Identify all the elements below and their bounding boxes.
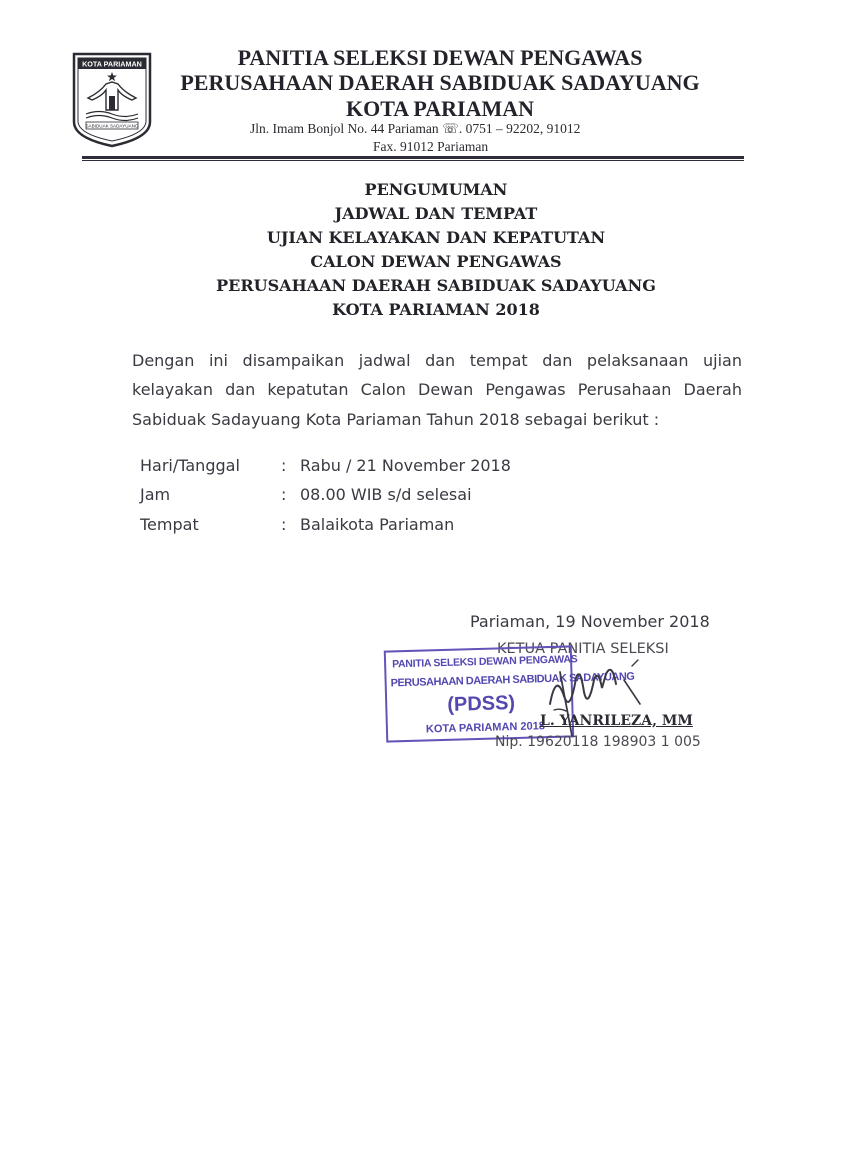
body-paragraph-line-2: kelayakan dan kepatutan Calon Dewan Pengawas Perusahaan Daerah (132, 380, 742, 399)
stamp-line-2: PERUSAHAAN DAERAH SABIDUAK SADAYUANG (390, 670, 635, 690)
letterhead-company-name: PERUSAHAAN DAERAH SABIDUAK SADAYUANG (180, 70, 700, 95)
schedule-value-time: 08.00 WIB s/d selesai (300, 485, 472, 504)
schedule-colon: : (281, 485, 287, 504)
schedule-colon: : (281, 515, 287, 534)
body-paragraph-line-3: Sabiduak Sadayuang Kota Pariaman Tahun 2018 sebagai berikut : (132, 410, 660, 429)
letterhead-divider-thick (82, 156, 744, 159)
announcement-subtitle-3: CALON DEWAN PENGAWAS (310, 252, 562, 271)
stamp-line-3: (PDSS) (446, 692, 516, 716)
schedule-colon: : (281, 456, 287, 475)
signatory-position: KETUA PANITIA SELEKSI (497, 641, 669, 657)
handwritten-signature (520, 644, 670, 744)
announcement-subtitle-5: KOTA PARIAMAN 2018 (332, 300, 540, 319)
announcement-subtitle-2: UJIAN KELAYAKAN DAN KEPATUTAN (266, 228, 606, 247)
logo-bottom-label: SABIDUAK SADAYUANG (85, 123, 139, 129)
logo-label: KOTA PARIAMAN (82, 59, 142, 69)
schedule-label-date: Hari/Tanggal (140, 456, 240, 475)
letterhead-fax: Fax. 91012 Pariaman (373, 139, 489, 154)
letterhead-divider-thin (82, 160, 744, 161)
schedule-value-date: Rabu / 21 November 2018 (300, 456, 511, 475)
signatory-name: L. YANRILEZA, MM (540, 713, 693, 729)
place-and-date: Pariaman, 19 November 2018 (470, 612, 710, 631)
signatory-nip: Nip. 19620118 198903 1 005 (495, 734, 701, 750)
announcement-title: PENGUMUMAN (364, 180, 508, 199)
city-emblem-logo (72, 52, 152, 148)
letterhead-address: Jln. Imam Bonjol No. 44 Pariaman ☏. 0751 – 92202, 91012 (250, 121, 581, 136)
stamp-line-1: PANITIA SELEKSI DEWAN PENGAWAS (391, 653, 578, 671)
schedule-label-time: Jam (140, 485, 171, 504)
letterhead-committee-name: PANITIA SELEKSI DEWAN PENGAWAS (237, 45, 643, 70)
body-paragraph-line-1: Dengan ini disampaikan jadwal dan tempat dan pelaksanaan ujian (132, 351, 742, 370)
letterhead-city: KOTA PARIAMAN (345, 96, 534, 121)
stamp-line-4: KOTA PARIAMAN 2018 (425, 720, 546, 736)
schedule-value-place: Balaikota Pariaman (300, 515, 455, 534)
announcement-subtitle-1: JADWAL DAN TEMPAT (334, 204, 538, 223)
schedule-label-place: Tempat (140, 515, 199, 534)
announcement-subtitle-4: PERUSAHAAN DAERAH SABIDUAK SADAYUANG (216, 276, 656, 295)
